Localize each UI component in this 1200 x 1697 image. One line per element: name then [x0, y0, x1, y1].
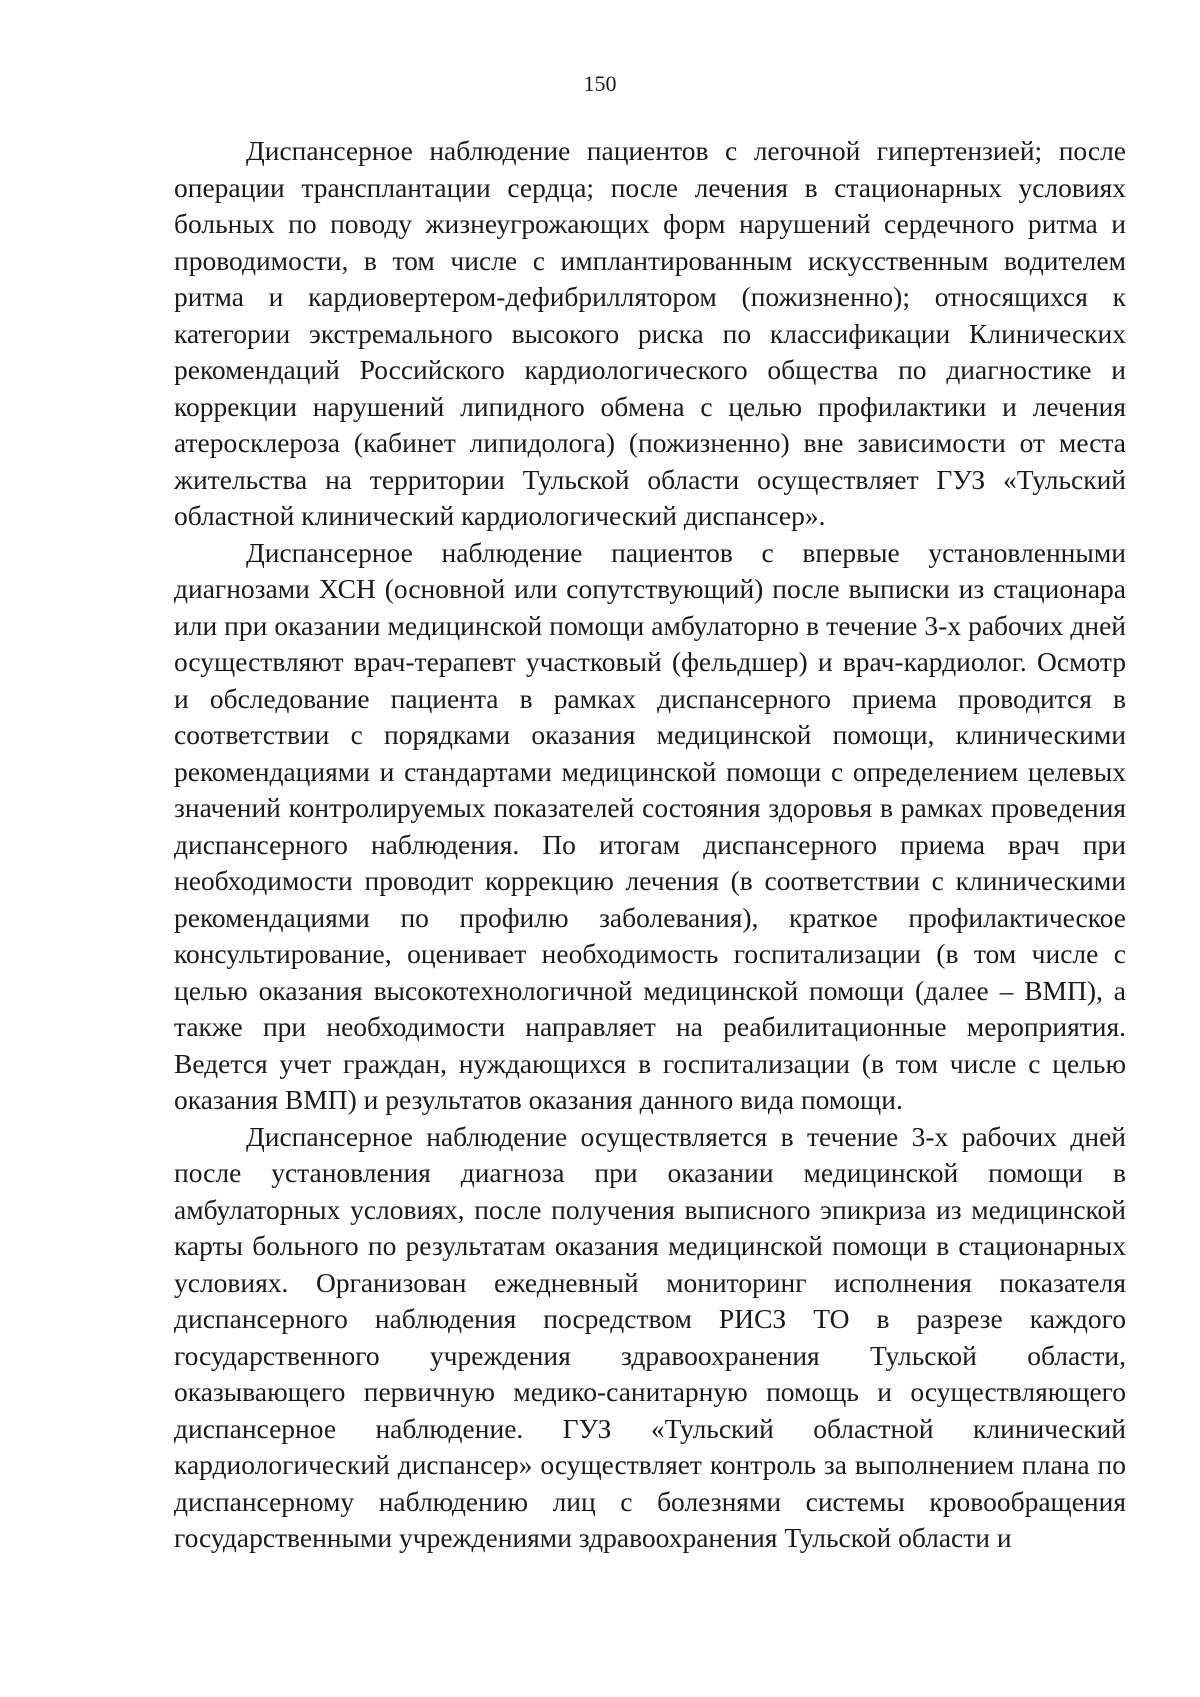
- paragraph-dispensary-observation-high-risk: Диспансерное наблюдение пациентов с легочной гипертензией; после операции трансплантации сердца; после лечения в стационарных условиях больных по поводу жизнеугрожающих форм нарушений сердечного ритма и проводимости, в том числе с имплантированным искусственным водителем ритма и кардиовертером-дефибриллятором (пожизненно); относящихся к категории экстремального высокого риска по классификации Клинических рекомендаций Российского кардиологического общества по диагностике и коррекции нарушений липидного обмена с целью профилактики и лечения атеросклероза (кабинет липидолога) (пожизненно) вне зависимости от места жительства на территории Тульской области осуществляет ГУЗ «Тульский областной клинический кардиологический диспансер».: [174, 135, 1126, 531]
- document-body: [174, 133, 1126, 1557]
- paragraph-dispensary-observation-chf: Диспансерное наблюдение пациентов с впервые установленными диагнозами ХСН (основной или сопутствующий) после выписки из стационара или при оказании медицинской помощи амбулаторно в течение 3-х рабочих дней осуществляют врач-терапевт участковый (фельдшер) и врач-кардиолог. Осмотр и обследование пациента в рамках диспансерного приема проводится в соответствии с порядками оказания медицинской помощи, клиническими рекомендациями и стандартами медицинской помощи с определением целевых значений контролируемых показателей состояния здоровья в рамках проведения диспансерного наблюдения. По итогам диспансерного приема врач при необходимости проводит коррекцию лечения (в соответствии с клиническими рекомендациями по профилю заболевания), краткое профилактическое консультирование, оценивает необходимость госпитализации (в том числе с целью оказания высокотехнологичной медицинской помощи (далее – ВМП), а также при необходимости направляет на реабилитационные мероприятия. Ведется учет граждан, нуждающихся в госпитализации (в том числе с целью оказания ВМП) и результатов оказания данного вида помощи.: [174, 536, 1126, 1115]
- page-number: 150: [583, 71, 617, 96]
- paragraph-dispensary-observation-monitoring: Диспансерное наблюдение осуществляется в течение 3-х рабочих дней после установления диагноза при оказании медицинской помощи в амбулаторных условиях, после получения выписного эпикриза из медицинской карты больного по результатам оказания медицинской помощи в стационарных условиях. Организован ежедневный мониторинг исполнения показателя диспансерного наблюдения посредством РИСЗ ТО в разрезе каждого государственного учреждения здравоохранения Тульской области, оказывающего первичную медико-санитарную помощь и осуществляющего диспансерное наблюдение. ГУЗ «Тульский областной клинический кардиологический диспансер» осуществляет контроль за выполнением плана по диспансерному наблюдению лиц с болезнями системы кровообращения государственными учреждениями здравоохранения Тульской области и: [174, 1120, 1126, 1553]
